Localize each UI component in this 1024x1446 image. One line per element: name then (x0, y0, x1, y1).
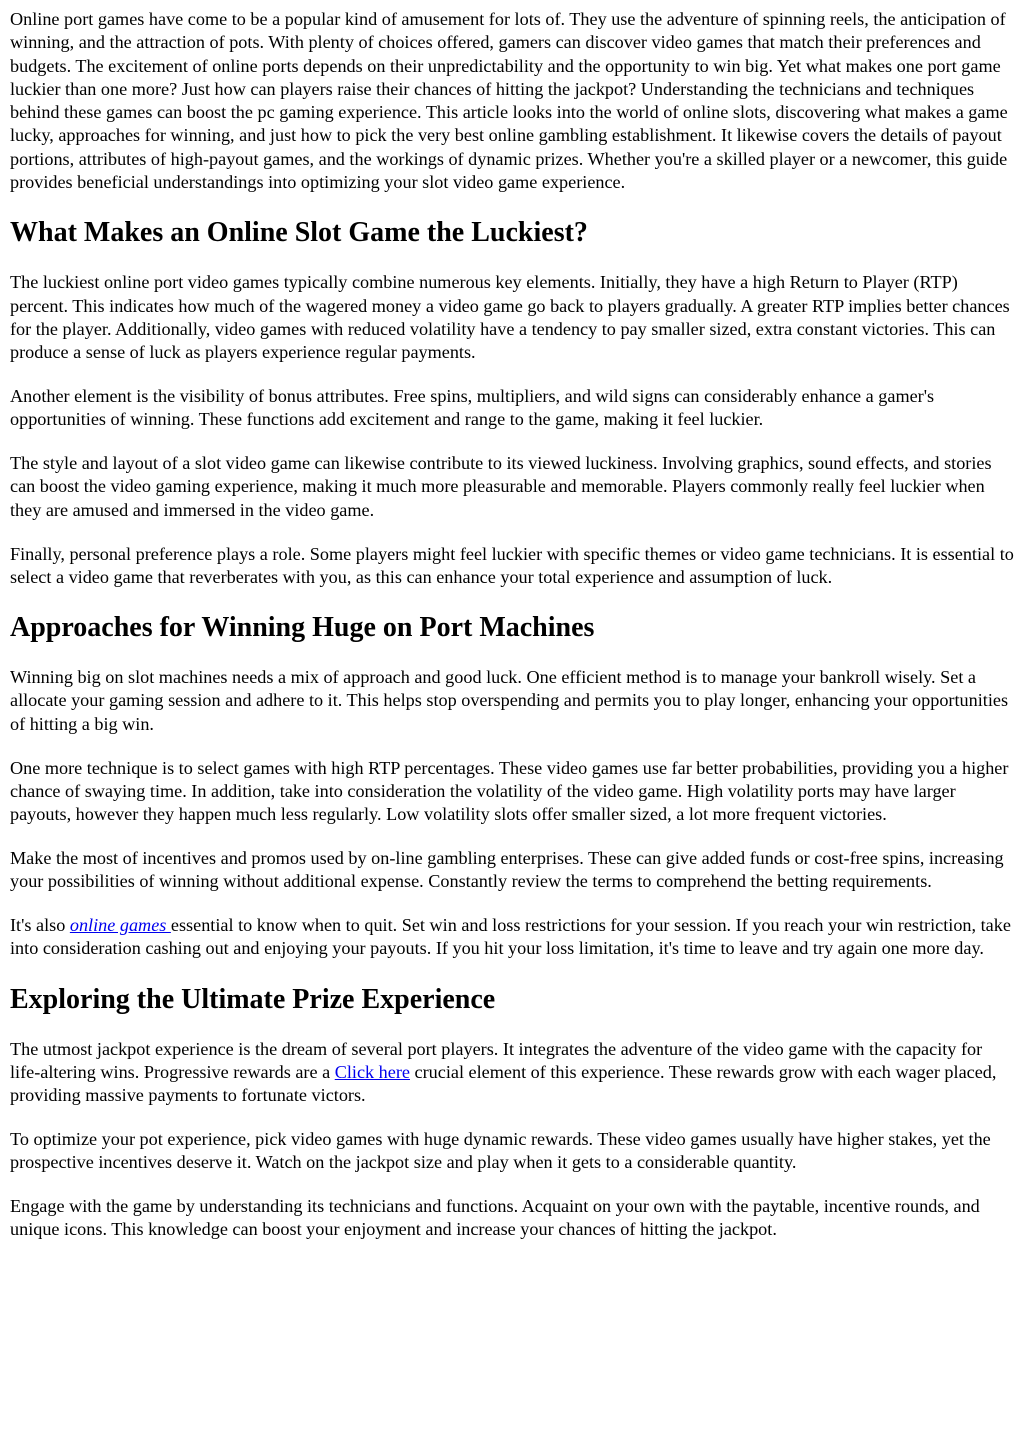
intro-paragraph: Online port games have come to be a popular kind of amusement for lots of. They use the adventure of spinning reels, the anticipation of winning, and the attraction of pots. With plenty of choices offered, gamers can discover video games that match their preferences and budgets. The excitement of online ports depends on their unpredictability and the opportunity to win big. Yet what makes one port game luckier than one more? Just how can players raise their chances of hitting the jackpot? Understanding the technicians and techniques behind these games can boost the pc gaming experience. This article looks into the world of online slots, discovering what makes a game lucky, approaches for winning, and just how to pick the very best online gambling establishment. It likewise covers the details of payout portions, attributes of high-payout games, and the workings of dynamic prizes. Whether you're a skilled player or a newcomer, this guide provides beneficial understandings into optimizing your slot video game experience. (10, 9, 1008, 193)
paragraph: Make the most of incentives and promos used by on-line gambling enterprises. These can give added funds or cost-free spins, increasing your possibilities of winning without additional expense. Constantly review the terms to comprehend the betting requirements. (10, 847, 1004, 892)
online-games-link[interactable]: online games (69, 915, 171, 936)
paragraph-text: essential to know when to quit. Set win and loss restrictions for your session. If you reach your win restriction, take into consideration cashing out and enjoying your payouts. If you hit your loss limitation, it's time to leave and try again one more day. (10, 915, 1011, 959)
section-heading-approaches: Approaches for Winning Huge on Port Machines (10, 612, 595, 644)
paragraph: To optimize your pot experience, pick video games with huge dynamic rewards. These video games usually have higher stakes, yet the prospective incentives deserve it. Watch on the jackpot size and play when it gets to a considerable quantity. (10, 1129, 991, 1173)
click-here-link[interactable]: Click here (334, 1061, 410, 1082)
paragraph-text: crucial element of this experience. These rewards grow with each wager placed, providing massive payments to fortunate victors. (10, 1061, 997, 1106)
paragraph: Winning big on slot machines needs a mix of approach and good luck. One efficient method is to manage your bankroll wisely. Set a allocate your gaming session and adhere to it. This helps stop overspending and permits you to play longer, enhancing your opportunities of hitting a big win. (10, 667, 1009, 734)
paragraph-with-link (10, 914, 1014, 961)
paragraph: Engage with the game by understanding its technicians and functions. Acquaint on your own with the paytable, incentive rounds, and unique icons. This knowledge can boost your enjoyment and increase your chances of hitting the jackpot. (10, 1196, 980, 1240)
paragraph: The luckiest online port video games typically combine numerous key elements. Initially, they have a high Return to Player (RTP) percent. This indicates how much of the wagered money a video game go back to players gradually. A greater RTP implies better chances for the player. Additionally, video games with reduced volatility have a tendency to pay smaller sized, extra constant victories. This can produce a sense of luck as players experience regular payments. (10, 272, 1010, 363)
paragraph: Finally, personal preference plays a role. Some players might feel luckier with specific themes or video game technicians. It is essential to select a video game that reverberates with you, as this can enhance your total experience and assumption of luck. (10, 543, 1014, 587)
paragraph: The style and layout of a slot video game can likewise contribute to its viewed luckiness. Involving graphics, sound effects, and stories can boost the video gaming experience, making it much more pleasurable and memorable. Players commonly really feel luckier when they are amused and immersed in the video game. (10, 453, 992, 520)
paragraph-text: The utmost jackpot experience is the dream of several port players. It integrates the adventure of the video game with the capacity for life-altering wins. Progressive rewards are a (10, 1038, 983, 1082)
paragraph: Another element is the visibility of bonus attributes. Free spins, multipliers, and wild signs can considerably enhance a gamer's opportunities of winning. These functions add excitement and range to the game, making it feel luckier. (10, 386, 935, 430)
paragraph-with-link (10, 1038, 1014, 1108)
paragraph: One more technique is to select games with high RTP percentages. These video games use far better probabilities, providing you a higher chance of swaying time. In addition, take into consideration the volatility of the video game. High volatility ports may have larger payouts, however they happen much less regularly. Low volatility slots offer smaller sized, a lot more frequent victories. (10, 757, 1009, 825)
section-heading-luckiest: What Makes an Online Slot Game the Luckiest? (10, 217, 588, 249)
section-heading-prize: Exploring the Ultimate Prize Experience (10, 983, 496, 1015)
paragraph-text: It's also (10, 915, 70, 936)
